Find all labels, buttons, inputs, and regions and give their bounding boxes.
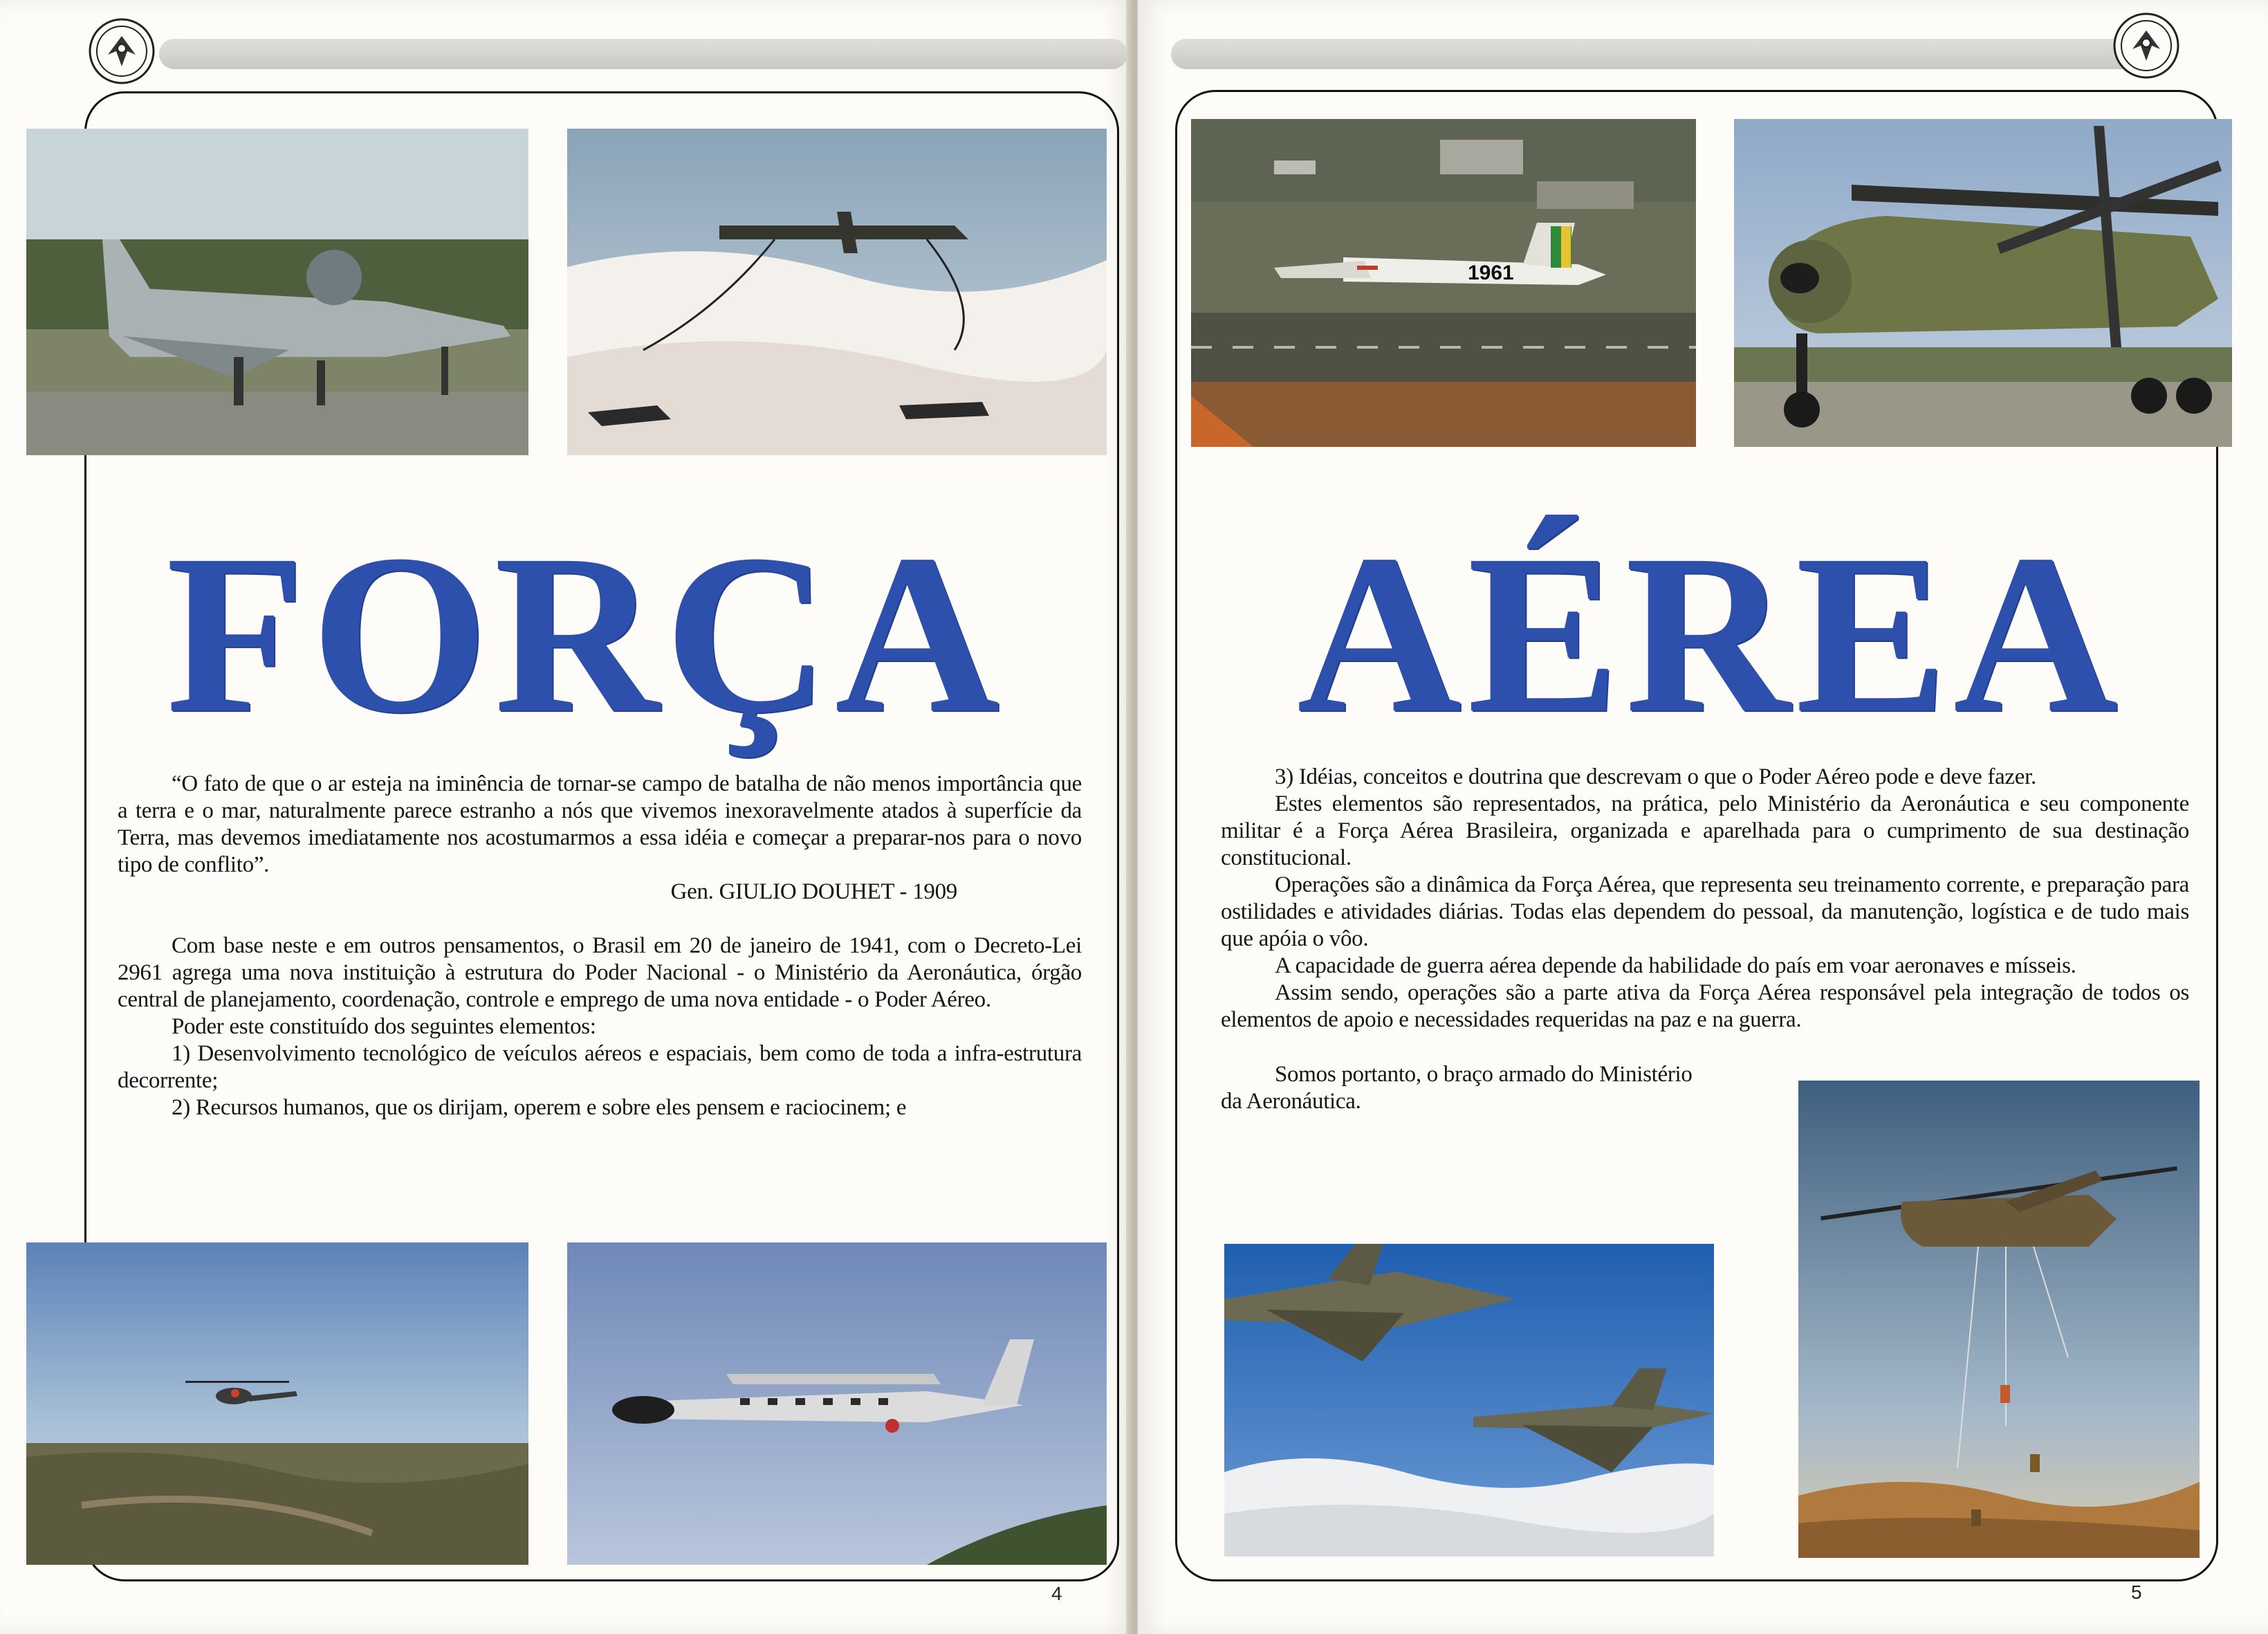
left-paragraph-4: 2) Recursos humanos, que os dirijam, operem e sobre eles pensem e raciocinem; e bbox=[172, 1095, 907, 1120]
left-body-text bbox=[118, 771, 1082, 1121]
title-aerea: AÉREA bbox=[1297, 508, 2124, 760]
quote-text: “O fato de que o ar esteja na iminência de tornar-se campo de batalha de não menos importância que a terra e o mar, naturalmente parece estranho a nós que vivemos inexoravelmente atados à superfície da Terra, mas devemos imediatamente nos acostumarmos a essa idéia e começar a preparar-nos para o novo tipo de conflito”. bbox=[118, 771, 1082, 877]
left-paragraph-2: Poder este constituído dos seguintes elementos: bbox=[172, 1014, 596, 1039]
title-forca: FORÇA bbox=[166, 508, 1006, 760]
page-number-right: 5 bbox=[2131, 1581, 2142, 1603]
photo-buffalo-transport bbox=[1734, 119, 2232, 447]
right-closing-text bbox=[1221, 1061, 1719, 1115]
photo-jet-on-runway bbox=[26, 129, 528, 455]
aircraft-marking: 1961 bbox=[1468, 261, 1514, 284]
emblem-icon bbox=[2112, 11, 2181, 80]
right-paragraph-2: Estes elementos são representados, na prática, pelo Ministério da Aeronáutica e seu componente militar é a Força Aérea Brasileira, organizada e aparelhada para o cumprimento de sua destinação constitucional. bbox=[1221, 791, 2189, 870]
right-paragraph-1: 3) Idéias, conceitos e doutrina que descrevam o que o Poder Aéreo pode e deve fazer. bbox=[1275, 764, 2036, 789]
right-paragraph-5: Assim sendo, operações são a parte ativa da Força Aérea responsável pela integração de todos os elementos de apoio e necessidades requeridas na paz e na guerra. bbox=[1221, 980, 2189, 1032]
right-paragraph-3: Operações são a dinâmica da Força Aérea, que representa seu treinamento corrente, e preparação para ostilidades e atividades diárias. Todas elas dependem do pessoal, da manutenção, logística e de tudo mais que apóia o vôo. bbox=[1221, 872, 2189, 951]
photo-trainer-over-base bbox=[1191, 119, 1696, 447]
left-paragraph-3: 1) Desenvolvimento tecnológico de veículos aéreos e espaciais, bem como de toda a infra-estrutura decorrente; bbox=[118, 1041, 1082, 1093]
right-closing-paragraph: Somos portanto, o braço armado do Ministério da Aeronáutica. bbox=[1221, 1062, 1693, 1114]
photo-bandeirante-aircraft bbox=[567, 1242, 1107, 1565]
header-bar bbox=[159, 39, 1127, 69]
photo-mirage-pair bbox=[1224, 1244, 1714, 1557]
left-page bbox=[0, 0, 1131, 1634]
emblem-icon bbox=[87, 17, 156, 86]
photo-puma-helicopter-rappel bbox=[1798, 1081, 2200, 1558]
right-body-text bbox=[1221, 764, 2189, 1034]
header-bar bbox=[1171, 39, 2139, 69]
right-paragraph-4: A capacidade de guerra aérea depende da habilidade do país em voar aeronaves e mísseis. bbox=[1275, 953, 2076, 978]
photo-tanker-refuelling bbox=[567, 129, 1107, 455]
page-number-left: 4 bbox=[1051, 1583, 1062, 1604]
photo-helicopter-over-land bbox=[26, 1242, 528, 1565]
left-paragraph-1: Com base neste e em outros pensamentos, o Brasil em 20 de janeiro de 1941, com o Decreto-Lei 2961 agrega uma nova instituição à estrutura do Poder Nacional - o Ministério da Aeronáutica, órgão central de planejamento, coordenação, controle e emprego de uma nova entidade - o Poder Aéreo. bbox=[118, 933, 1082, 1012]
quote-attribution: Gen. GIULIO DOUHET - 1909 bbox=[670, 879, 957, 904]
right-page bbox=[1138, 0, 2268, 1634]
